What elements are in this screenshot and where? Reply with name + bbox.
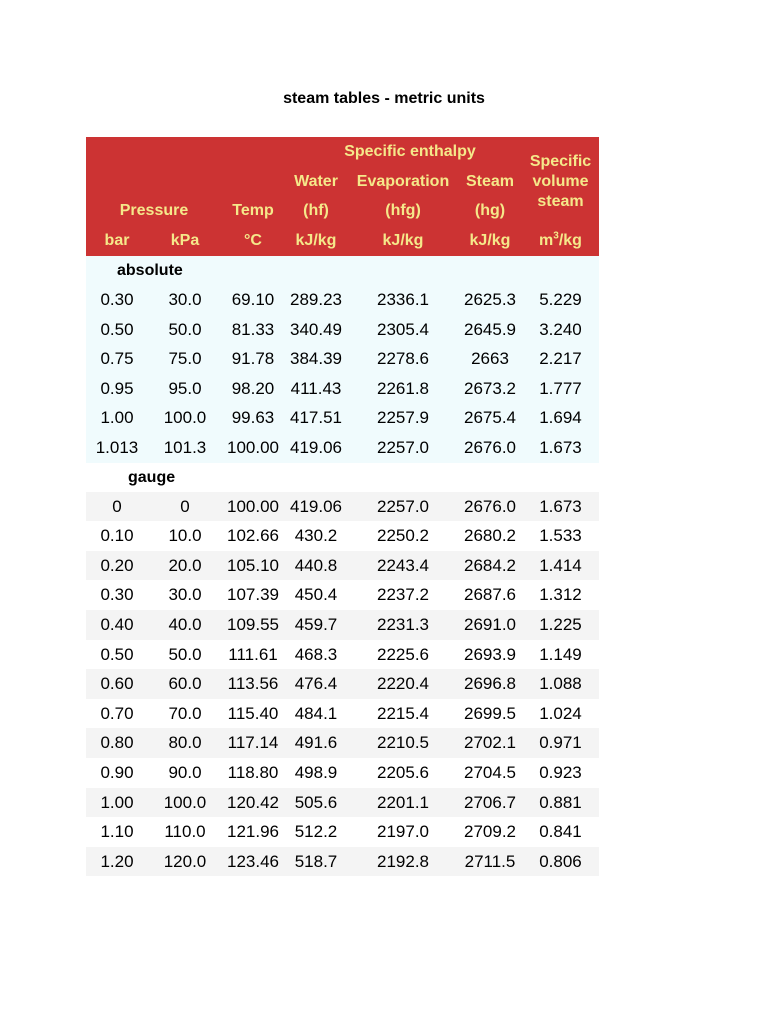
table-row: [86, 344, 599, 374]
cell-hg: 2675.4: [464, 408, 516, 428]
cell-hf: 289.23: [290, 290, 342, 309]
unit-specific-volume: $m^3/kg$: [539, 230, 582, 249]
cell-hf: 484.1: [294, 703, 338, 723]
cell-hfg: 2261.8: [377, 378, 429, 398]
cell-volume: 1.673: [539, 437, 582, 457]
cell-hfg: 2231.3: [377, 614, 429, 634]
cell-bar: 0.40: [100, 614, 134, 634]
cell-hf: 419.06: [290, 437, 342, 457]
cell-kpa: 90.0: [168, 762, 202, 782]
cell-kpa: 100.0: [163, 408, 207, 428]
cell-temp: 113.56: [227, 674, 279, 694]
cell-volume: 0.971: [539, 733, 582, 753]
cell-hfg: 2257.0: [377, 437, 429, 457]
table-row: [86, 521, 599, 551]
cell-kpa: 101.3: [163, 437, 207, 457]
table-row: [86, 433, 599, 463]
cell-kpa: 95.0: [168, 378, 202, 398]
cell-volume: 0.923: [539, 762, 582, 782]
section-label-gauge: gauge: [128, 468, 176, 486]
table-row: [86, 758, 599, 788]
cell-hfg: 2257.9: [377, 408, 429, 428]
cell-hfg: 2336.1: [377, 290, 429, 309]
cell-kpa: 80.0: [168, 733, 202, 753]
cell-volume: 0.841: [539, 822, 582, 842]
cell-bar: 1.10: [100, 822, 134, 842]
cell-hfg: 2278.6: [377, 349, 429, 369]
cell-hg: 2663: [471, 349, 509, 369]
cell-temp: 111.61: [228, 644, 278, 664]
header-water: Water: [294, 173, 338, 190]
header-steam: Steam: [465, 173, 515, 190]
cell-temp: 117.14: [227, 733, 279, 753]
unit-hf: kJ/kg: [295, 232, 337, 249]
cell-bar: 0.20: [100, 555, 134, 575]
cell-hf: 450.4: [294, 585, 338, 605]
table-row: [86, 610, 599, 640]
cell-hfg: 2192.8: [377, 851, 429, 871]
cell-hfg: 2201.1: [377, 792, 429, 812]
unit-hg: kJ/kg: [469, 232, 511, 249]
table-row: [86, 817, 599, 847]
table-row: [86, 788, 599, 818]
table-body: [86, 256, 599, 876]
cell-temp: 115.40: [227, 703, 279, 723]
table-row: [86, 551, 599, 581]
unit-kpa: kPa: [170, 232, 200, 249]
header-specific-volume-line3: steam: [537, 193, 584, 210]
cell-bar: 0.80: [100, 733, 134, 753]
cell-hg: 2676.0: [464, 437, 516, 457]
cell-bar: 1.00: [100, 408, 134, 428]
cell-temp: 102.66: [227, 526, 279, 546]
cell-hfg: 2250.2: [377, 526, 429, 546]
unit-temp: °C: [244, 232, 262, 249]
cell-hf: 491.6: [294, 733, 338, 753]
cell-hfg: 2257.0: [377, 496, 429, 516]
cell-hfg: 2215.4: [377, 703, 429, 723]
cell-temp: 69.10: [231, 290, 275, 309]
cell-kpa: 30.0: [168, 290, 202, 309]
cell-volume: 1.225: [539, 614, 582, 634]
cell-temp: 105.10: [227, 555, 279, 575]
cell-bar: 0.50: [100, 644, 134, 664]
cell-kpa: 120.0: [163, 851, 207, 871]
cell-temp: 100.00: [227, 437, 279, 457]
cell-temp: 123.46: [227, 851, 279, 871]
cell-hfg: 2305.4: [377, 319, 429, 339]
cell-temp: 118.80: [227, 762, 279, 782]
cell-bar: 0.95: [100, 378, 134, 398]
cell-volume: 1.414: [539, 555, 582, 575]
cell-bar: 0: [112, 496, 122, 516]
cell-volume: 1.533: [539, 526, 582, 546]
page-title: steam tables - metric units: [283, 90, 485, 107]
cell-hf: 512.2: [294, 822, 338, 842]
cell-hg: 2711.5: [464, 851, 516, 871]
cell-hg: 2684.2: [464, 555, 516, 575]
cell-bar: 0.30: [100, 585, 134, 605]
unit-hfg: kJ/kg: [382, 232, 424, 249]
table-row: [86, 699, 599, 729]
cell-bar: 0.70: [100, 703, 134, 723]
cell-volume: 1.024: [539, 703, 582, 723]
section-label-absolute: absolute: [86, 256, 599, 285]
cell-bar: 1.20: [100, 851, 134, 871]
cell-hg: 2696.8: [464, 674, 516, 694]
table-row: [86, 640, 599, 670]
cell-volume: 0.806: [539, 851, 582, 871]
cell-hg: 2676.0: [464, 496, 516, 516]
cell-hg: 2693.9: [464, 644, 516, 664]
cell-hf: 440.8: [294, 555, 338, 575]
cell-hf: 468.3: [294, 644, 338, 664]
cell-hfg: 2210.5: [377, 733, 429, 753]
cell-hg: 2706.7: [464, 792, 516, 812]
table-row: [86, 728, 599, 758]
cell-kpa: 0: [180, 496, 190, 516]
table-row: [86, 374, 599, 404]
table-row: [86, 847, 599, 877]
cell-bar: 1.013: [95, 437, 139, 457]
cell-temp: 109.55: [227, 614, 279, 634]
cell-kpa: 110.0: [164, 822, 206, 842]
cell-hg: 2709.2: [464, 822, 516, 842]
cell-volume: 2.217: [539, 349, 582, 369]
table-row: [86, 403, 599, 433]
cell-hg: 2673.2: [464, 378, 516, 398]
cell-hfg: 2237.2: [377, 585, 429, 605]
cell-kpa: 10.0: [168, 526, 202, 546]
cell-hfg: 2220.4: [377, 674, 429, 694]
cell-hg: 2687.6: [464, 585, 516, 605]
cell-volume: 1.673: [539, 496, 582, 516]
cell-hg: 2702.1: [464, 733, 516, 753]
cell-hf: 505.6: [294, 792, 338, 812]
cell-volume: 1.088: [539, 674, 582, 694]
cell-temp: 91.78: [231, 349, 275, 369]
cell-kpa: 50.0: [168, 644, 202, 664]
cell-hf: 459.7: [294, 614, 338, 634]
cell-hg: 2691.0: [464, 614, 516, 634]
cell-hf: 411.43: [290, 378, 342, 398]
table-row: [86, 580, 599, 610]
header-hf: (hf): [303, 202, 329, 219]
cell-hg: 2625.3: [464, 290, 516, 309]
cell-hf: 498.9: [294, 762, 338, 782]
cell-volume: 1.694: [539, 408, 582, 428]
cell-hg: 2680.2: [464, 526, 516, 546]
cell-temp: 121.96: [227, 822, 279, 842]
cell-kpa: 50.0: [168, 319, 202, 339]
cell-volume: 1.149: [539, 644, 582, 664]
cell-hf: 518.7: [294, 851, 338, 871]
cell-kpa: 40.0: [168, 614, 202, 634]
cell-volume: 1.777: [539, 378, 582, 398]
table-row: [86, 285, 599, 315]
cell-volume: 3.240: [539, 319, 582, 339]
header-hg: (hg): [474, 202, 506, 219]
cell-hf: 384.39: [290, 349, 342, 369]
cell-temp: 120.42: [227, 792, 279, 812]
cell-kpa: 75.0: [168, 349, 202, 369]
cell-kpa: 20.0: [168, 555, 202, 575]
cell-temp: 98.20: [231, 378, 275, 398]
header-specific-volume-line2: volume: [532, 173, 589, 190]
cell-hf: 476.4: [294, 674, 338, 694]
cell-hf: 419.06: [290, 496, 342, 516]
cell-temp: 100.00: [227, 496, 279, 516]
cell-hf: 340.49: [290, 319, 342, 339]
header-hfg: (hfg): [385, 202, 421, 219]
cell-hg: 2645.9: [464, 319, 516, 339]
header-evaporation: Evaporation: [356, 173, 450, 190]
cell-bar: 0.30: [100, 290, 134, 309]
cell-temp: 99.63: [231, 408, 275, 428]
cell-temp: 81.33: [231, 319, 275, 339]
cell-hg: 2699.5: [464, 703, 516, 723]
unit-bar: bar: [104, 232, 130, 249]
table-row: [86, 315, 599, 345]
cell-hfg: 2205.6: [377, 762, 429, 782]
cell-hfg: 2197.0: [377, 822, 429, 842]
header-temp: Temp: [232, 202, 274, 219]
cell-volume: 5.229: [539, 290, 582, 309]
table-row: [86, 669, 599, 699]
header-specific-volume-line1: Specific: [529, 153, 592, 170]
cell-hf: 417.51: [290, 408, 342, 428]
steam-table: [86, 137, 599, 876]
cell-kpa: 100.0: [163, 792, 207, 812]
table-header: [86, 137, 599, 256]
cell-kpa: 30.0: [168, 585, 202, 605]
cell-bar: 0.50: [100, 319, 134, 339]
cell-bar: 1.00: [100, 792, 134, 812]
cell-volume: 0.881: [539, 792, 582, 812]
cell-hg: 2704.5: [464, 762, 516, 782]
cell-hfg: 2225.6: [377, 644, 429, 664]
cell-bar: 0.10: [100, 526, 134, 546]
cell-kpa: 60.0: [168, 674, 202, 694]
cell-bar: 0.90: [100, 762, 134, 782]
cell-hfg: 2243.4: [377, 555, 429, 575]
header-pressure: Pressure: [119, 202, 189, 219]
cell-temp: 107.39: [227, 585, 279, 605]
cell-bar: 0.75: [100, 349, 134, 369]
cell-kpa: 70.0: [168, 703, 202, 723]
table-row: [86, 492, 599, 522]
cell-bar: 0.60: [100, 674, 134, 694]
header-specific-enthalpy: Specific enthalpy: [344, 143, 476, 160]
cell-volume: 1.312: [539, 585, 582, 605]
cell-hf: 430.2: [294, 526, 338, 546]
